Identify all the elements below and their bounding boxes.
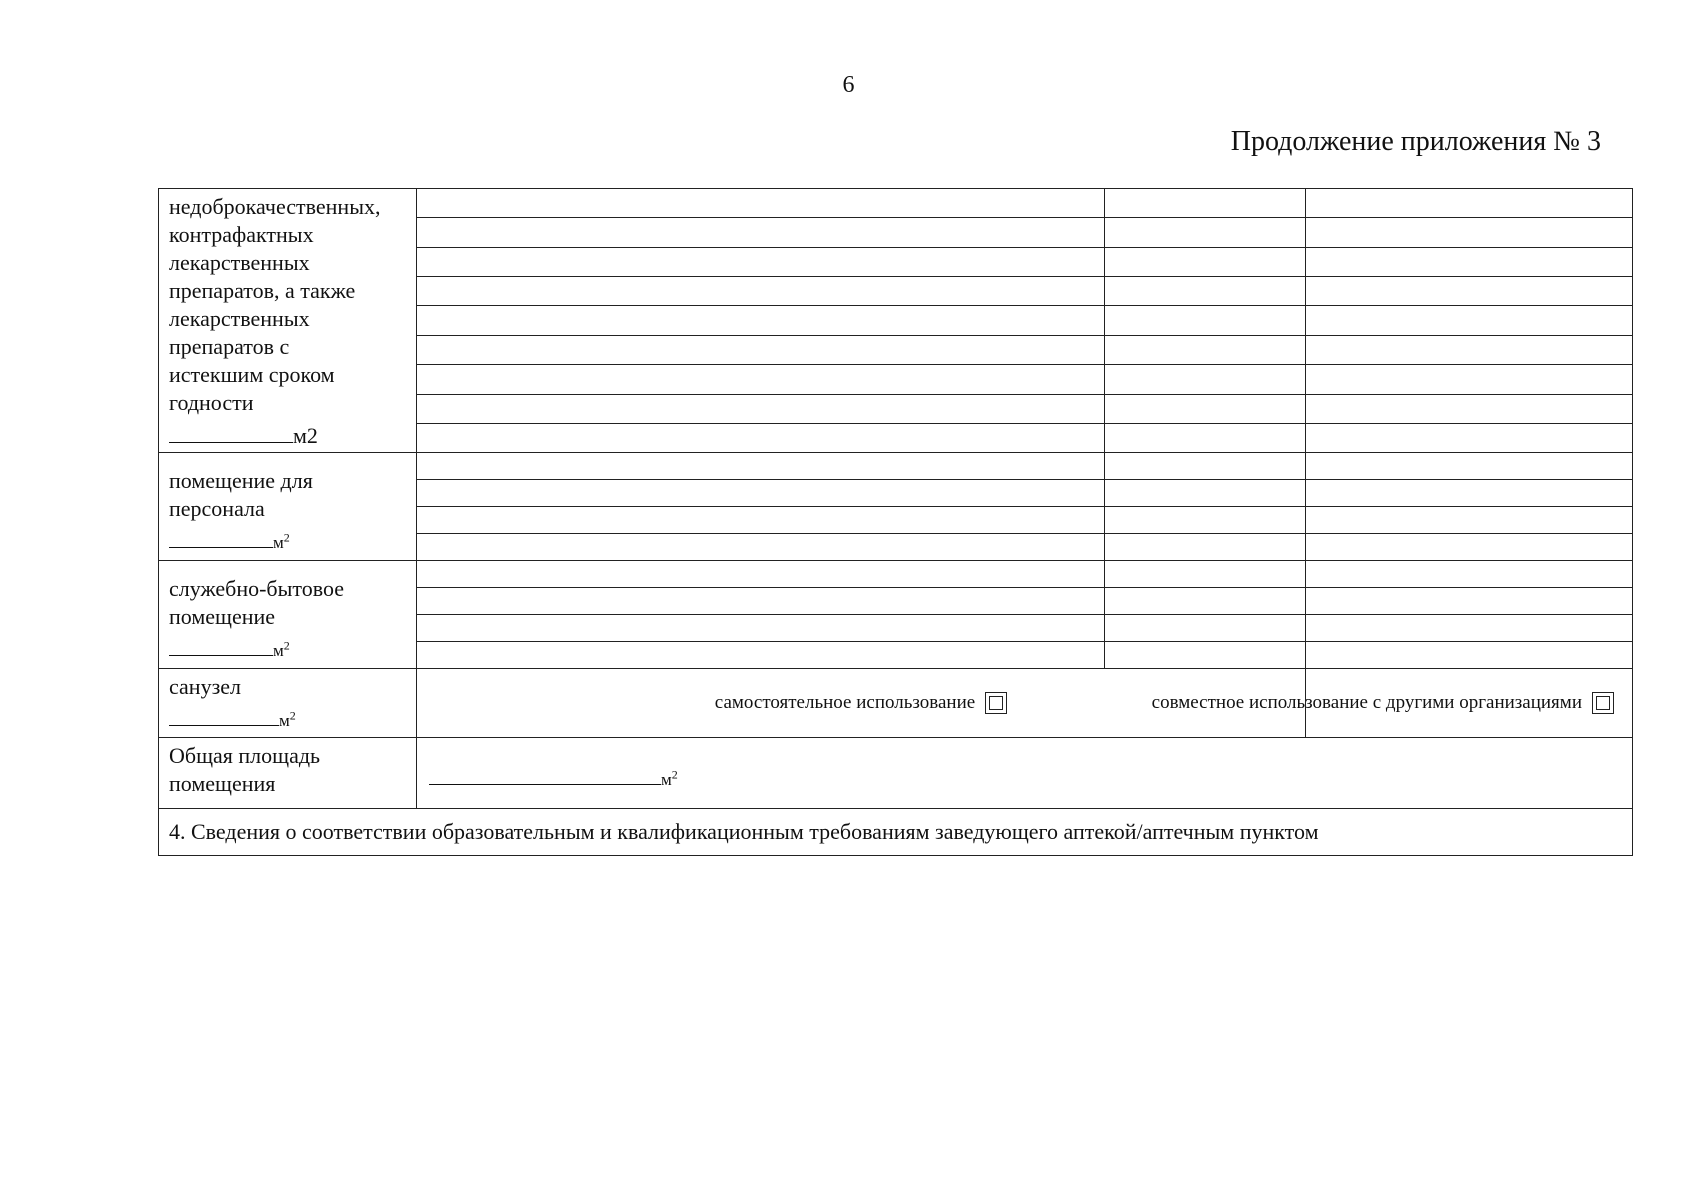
total-area-field[interactable] (417, 738, 1632, 791)
room-2-entry-cell[interactable] (417, 534, 1105, 561)
section-4-row (159, 808, 1633, 855)
room-3-grid-row (159, 561, 1633, 588)
total-area-label-cell (159, 737, 417, 808)
total-area-value-cell (417, 737, 1633, 808)
room-1-area-field[interactable] (169, 417, 406, 450)
room-1-area-blank[interactable] (169, 422, 293, 443)
bathroom-area-blank[interactable] (169, 705, 279, 726)
room-1-entry-cell[interactable] (417, 423, 1105, 452)
room-2-label-cell (159, 453, 417, 561)
room-3-area-field[interactable] (169, 631, 406, 665)
room-2-entry-cell[interactable] (417, 480, 1105, 507)
room-3-area-unit: $м^2$ (273, 638, 290, 660)
room-1-entry-cell[interactable] (1306, 277, 1633, 306)
room-3-area-blank[interactable] (169, 635, 273, 656)
room-2-entry-cell[interactable] (1105, 507, 1306, 534)
room-2-label-line: персонала (169, 496, 265, 522)
room-3-entry-cell[interactable] (1306, 615, 1633, 642)
room-2-grid-row (159, 453, 1633, 480)
room-3-entry-cell[interactable] (1105, 561, 1306, 588)
room-2-entry-cell[interactable] (417, 453, 1105, 480)
bathroom-area-unit: $м^2$ (279, 708, 296, 730)
room-3-entry-cell[interactable] (417, 588, 1105, 615)
page-number: 6 (842, 72, 855, 98)
room-1-area-unit: м2 (293, 423, 318, 449)
room-2-area-field[interactable] (169, 523, 406, 557)
room-2-entry-cell[interactable] (1105, 453, 1306, 480)
bathroom-row (159, 669, 1633, 738)
bathroom-label: санузел (169, 674, 242, 700)
room-1-entry-cell[interactable] (1105, 247, 1306, 276)
total-area-row (159, 737, 1633, 808)
total-area-label-line-1: Общая площадь (169, 742, 321, 768)
room-3-entry-cell[interactable] (1105, 588, 1306, 615)
room-2-label-line: помещение для (169, 468, 313, 494)
room-3-entry-cell[interactable] (417, 561, 1105, 588)
room-1-entry-cell[interactable] (1105, 423, 1306, 452)
room-3-entry-cell[interactable] (417, 642, 1105, 669)
room-1-label-line: препаратов с (169, 334, 290, 359)
room-1-label-line: препаратов, а также (169, 278, 356, 303)
room-1-entry-cell[interactable] (1306, 218, 1633, 247)
room-1-label-line: недоброкачественных, (169, 194, 381, 219)
room-1-entry-cell[interactable] (1105, 365, 1306, 394)
room-2-entry-cell[interactable] (1105, 534, 1306, 561)
room-2-entry-cell[interactable] (1306, 534, 1633, 561)
room-3-entry-cell[interactable] (1105, 642, 1306, 669)
section-4-heading: 4. Сведения о соответствии образовательным и квалификационным требованиям заведующего аптекой/аптечным пунктом (159, 808, 1633, 855)
room-2-entry-cell[interactable] (417, 507, 1105, 534)
room-2-entry-cell[interactable] (1105, 480, 1306, 507)
room-1-entry-cell[interactable] (1306, 247, 1633, 276)
room-1-grid-row (159, 189, 1633, 218)
total-area-blank[interactable] (429, 764, 661, 785)
room-1-label-line: годности (169, 390, 254, 415)
room-1-entry-cell[interactable] (417, 189, 1105, 218)
premises-table (158, 188, 1633, 856)
room-3-entry-cell[interactable] (1306, 561, 1633, 588)
room-3-entry-cell[interactable] (417, 615, 1105, 642)
bathroom-area-field[interactable] (169, 701, 406, 735)
room-3-label-line: помещение (169, 604, 276, 630)
room-3-entry-cell[interactable] (1105, 615, 1306, 642)
total-area-unit: $м^2$ (661, 767, 678, 789)
room-1-entry-cell[interactable] (1306, 423, 1633, 452)
room-1-entry-cell[interactable] (1306, 394, 1633, 423)
room-1-label-line: контрафактных (169, 222, 314, 247)
room-1-entry-cell[interactable] (1306, 335, 1633, 364)
room-2-area-unit: $м^2$ (273, 530, 290, 552)
room-1-label-line: лекарственных (169, 306, 310, 331)
room-2-entry-cell[interactable] (1306, 480, 1633, 507)
room-1-entry-cell[interactable] (1105, 335, 1306, 364)
room-1-entry-cell[interactable] (417, 247, 1105, 276)
bathroom-label-cell (159, 669, 417, 738)
room-1-entry-cell[interactable] (417, 394, 1105, 423)
room-2-entry-cell[interactable] (1306, 453, 1633, 480)
total-area-label-line-2: помещения (169, 770, 276, 796)
room-1-entry-cell[interactable] (1306, 306, 1633, 335)
room-2-area-blank[interactable] (169, 527, 273, 548)
bathroom-own-use-label: самостоятельное использование (714, 692, 976, 714)
room-1-entry-cell[interactable] (1105, 218, 1306, 247)
room-3-entry-cell[interactable] (1306, 642, 1633, 669)
room-2-entry-cell[interactable] (1306, 507, 1633, 534)
room-3-label-line: служебно-бытовое (169, 576, 344, 602)
room-1-entry-cell[interactable] (1105, 277, 1306, 306)
room-1-entry-cell[interactable] (1306, 189, 1633, 218)
room-1-entry-cell[interactable] (1105, 394, 1306, 423)
room-3-label-cell (159, 561, 417, 669)
bathroom-shared-use-label: совместное использование с другими организациями (1151, 692, 1582, 714)
room-1-label-line: истекшим сроком (169, 362, 335, 387)
room-1-entry-cell[interactable] (1306, 365, 1633, 394)
room-1-label-cell (159, 189, 417, 453)
room-1-entry-cell[interactable] (417, 365, 1105, 394)
bathroom-own-use-checkbox[interactable] (985, 692, 1007, 714)
room-1-entry-cell[interactable] (417, 277, 1105, 306)
appendix-continuation-title: Продолжение приложения № 3 (1230, 126, 1601, 157)
room-1-entry-cell[interactable] (417, 218, 1105, 247)
room-1-entry-cell[interactable] (1105, 189, 1306, 218)
room-1-label-line: лекарственных (169, 250, 310, 275)
bathroom-shared-use-cell (1151, 669, 1633, 738)
bathroom-shared-use-checkbox[interactable] (1592, 692, 1614, 714)
room-1-entry-cell[interactable] (417, 306, 1105, 335)
room-1-entry-cell[interactable] (1105, 306, 1306, 335)
room-1-entry-cell[interactable] (417, 335, 1105, 364)
room-3-entry-cell[interactable] (1306, 588, 1633, 615)
